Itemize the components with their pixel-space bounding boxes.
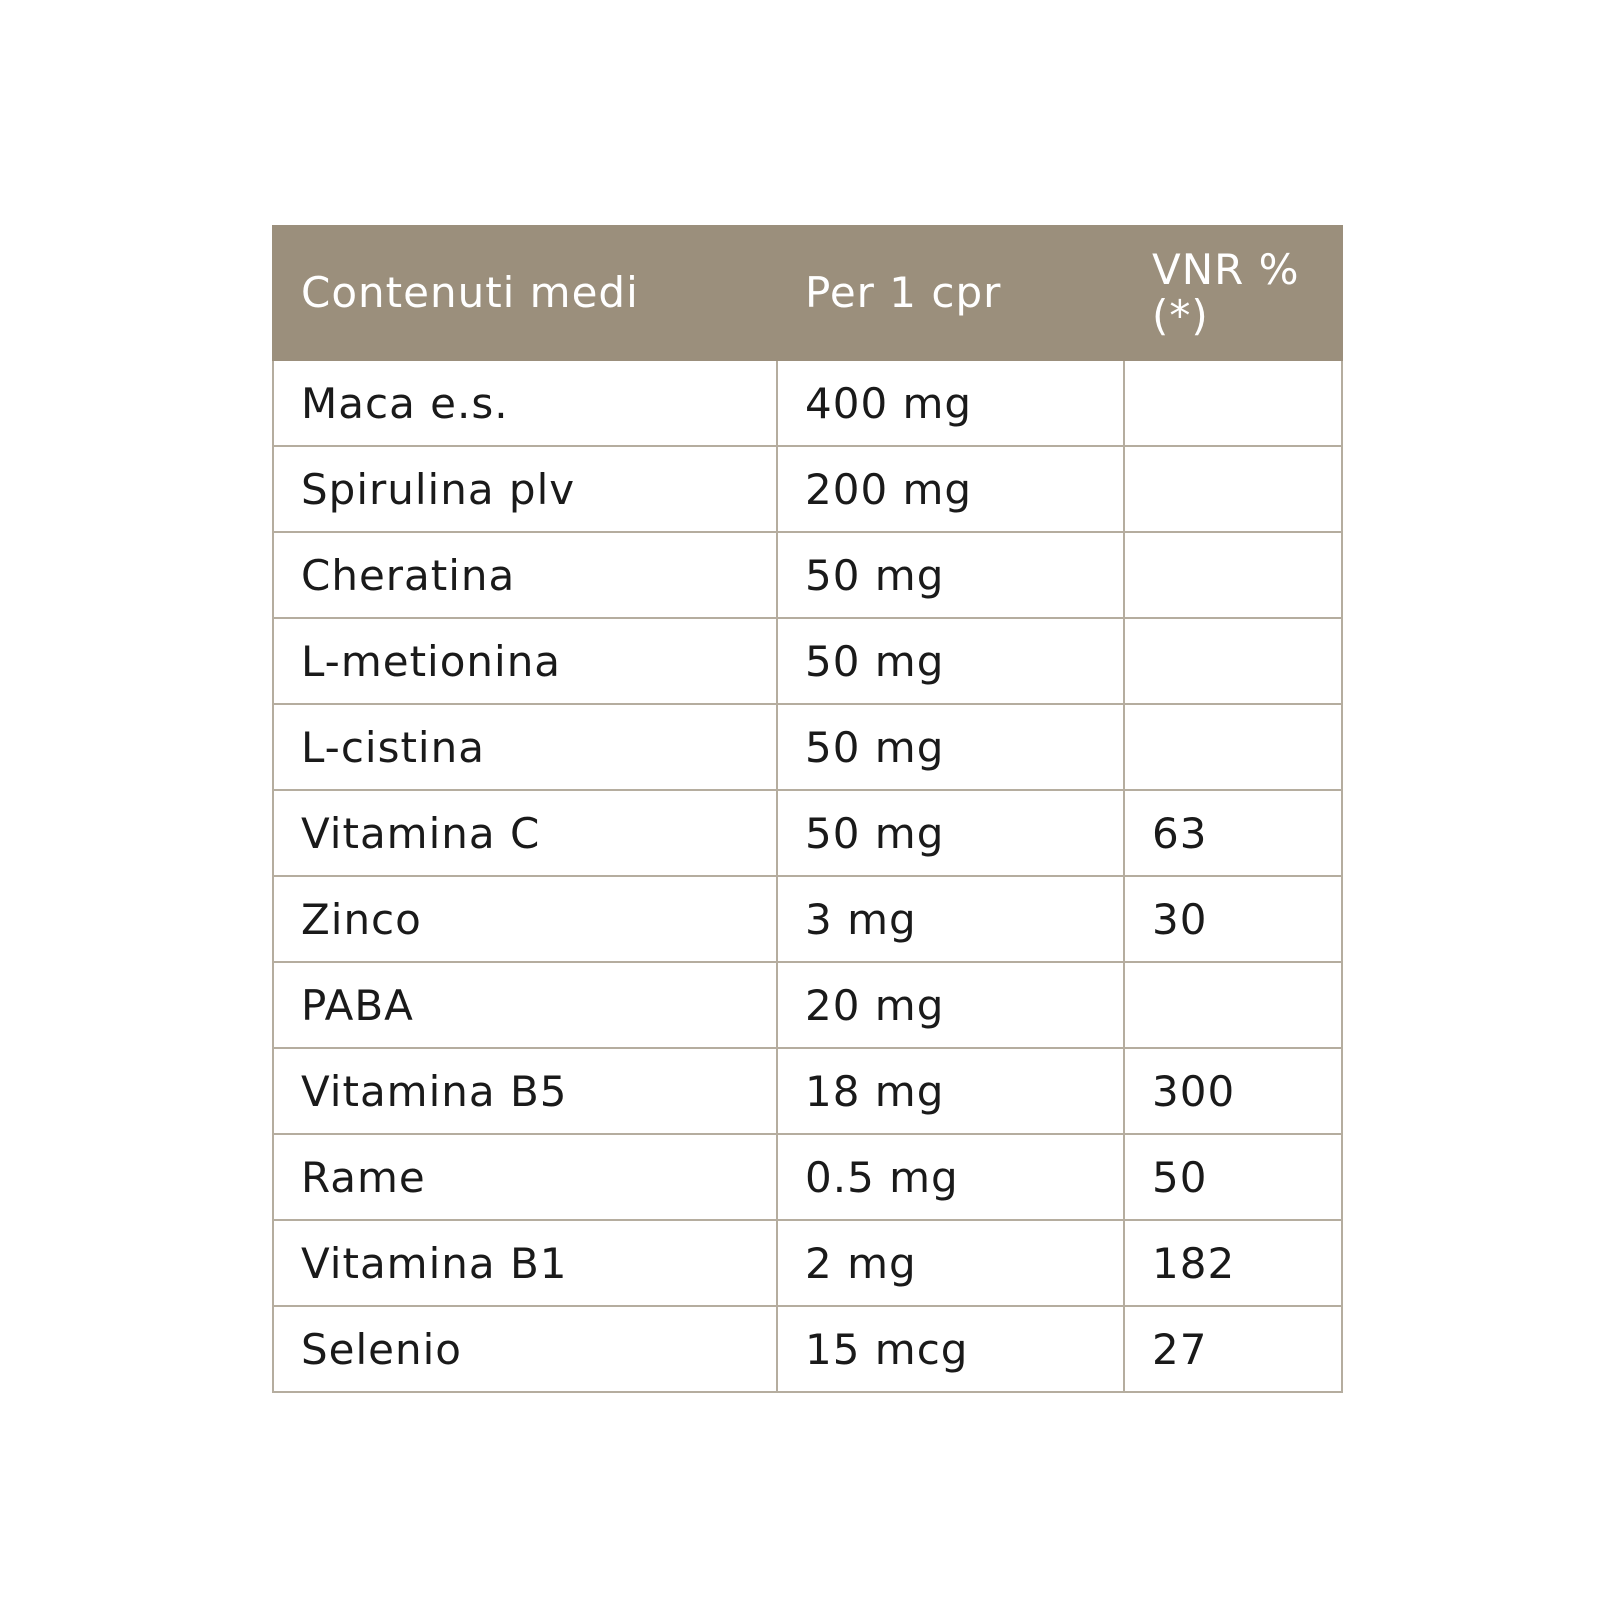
- table-row: [273, 1048, 1342, 1134]
- nutrient-vnr: [1124, 704, 1342, 790]
- table-row: [273, 1306, 1342, 1392]
- nutrient-amount: 50 mg: [777, 704, 1124, 790]
- nutrient-vnr: 27: [1124, 1306, 1342, 1392]
- nutrient-amount: 50 mg: [777, 790, 1124, 876]
- nutrient-amount: 50 mg: [777, 618, 1124, 704]
- nutrient-vnr: 50: [1124, 1134, 1342, 1220]
- nutrient-name: Cheratina: [273, 532, 777, 618]
- nutrient-name: Maca e.s.: [273, 360, 777, 446]
- nutrient-amount: 400 mg: [777, 360, 1124, 446]
- nutrient-vnr: [1124, 360, 1342, 446]
- table-row: [273, 360, 1342, 446]
- nutrient-amount: 0.5 mg: [777, 1134, 1124, 1220]
- table-body: [273, 360, 1342, 1392]
- nutrient-vnr: 300: [1124, 1048, 1342, 1134]
- nutrient-name: L-metionina: [273, 618, 777, 704]
- nutrient-amount: 200 mg: [777, 446, 1124, 532]
- nutrient-vnr: 30: [1124, 876, 1342, 962]
- nutrient-name: PABA: [273, 962, 777, 1048]
- nutrient-amount: 2 mg: [777, 1220, 1124, 1306]
- table-header-row: [273, 226, 1342, 360]
- nutrient-name: Rame: [273, 1134, 777, 1220]
- nutrient-name: Vitamina C: [273, 790, 777, 876]
- nutrient-name: L-cistina: [273, 704, 777, 790]
- table-row: [273, 1220, 1342, 1306]
- nutrient-vnr: [1124, 446, 1342, 532]
- nutrient-name: Spirulina plv: [273, 446, 777, 532]
- nutrient-vnr: 63: [1124, 790, 1342, 876]
- table-row: [273, 618, 1342, 704]
- header-per-1-cpr: Per 1 cpr: [777, 226, 1124, 360]
- nutrient-amount: 15 mcg: [777, 1306, 1124, 1392]
- nutrient-name: Zinco: [273, 876, 777, 962]
- nutrient-amount: 50 mg: [777, 532, 1124, 618]
- nutrient-vnr: [1124, 962, 1342, 1048]
- nutrient-name: Vitamina B1: [273, 1220, 777, 1306]
- header-contenuti-medi: Contenuti medi: [273, 226, 777, 360]
- nutrient-amount: 3 mg: [777, 876, 1124, 962]
- nutrition-facts-table: [272, 225, 1343, 1393]
- nutrient-amount: 18 mg: [777, 1048, 1124, 1134]
- table-row: [273, 1134, 1342, 1220]
- table-row: [273, 962, 1342, 1048]
- table-row: [273, 704, 1342, 790]
- header-vnr-percent: VNR % (*): [1124, 226, 1342, 360]
- nutrient-name: Vitamina B5: [273, 1048, 777, 1134]
- table-row: [273, 876, 1342, 962]
- nutrient-name: Selenio: [273, 1306, 777, 1392]
- table-row: [273, 446, 1342, 532]
- table-row: [273, 790, 1342, 876]
- nutrient-vnr: [1124, 618, 1342, 704]
- nutrient-vnr: [1124, 532, 1342, 618]
- table-row: [273, 532, 1342, 618]
- nutrient-vnr: 182: [1124, 1220, 1342, 1306]
- nutrient-amount: 20 mg: [777, 962, 1124, 1048]
